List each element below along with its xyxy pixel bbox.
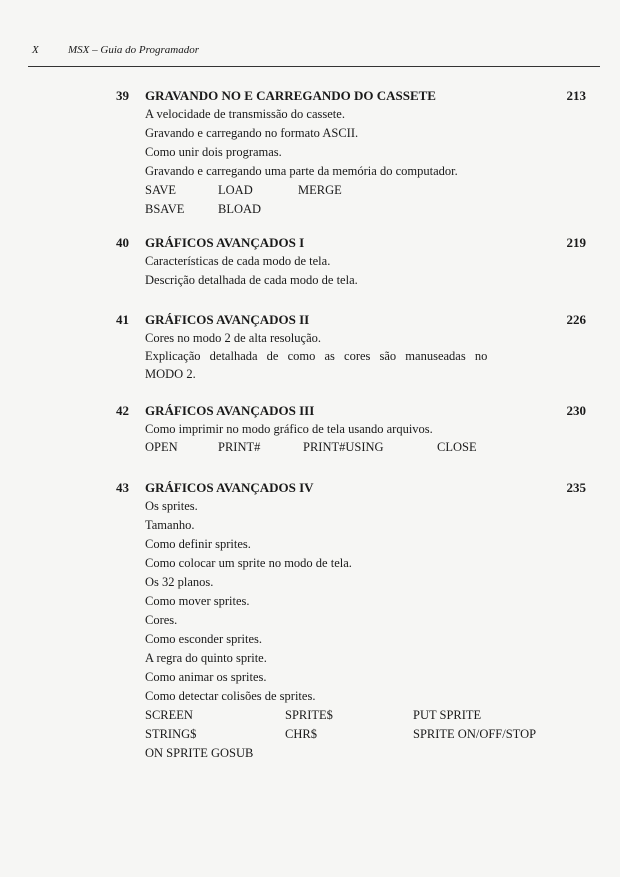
topic-line: Tamanho.: [145, 518, 195, 532]
keyword: ON SPRITE GOSUB: [145, 746, 254, 760]
header-rule: [28, 66, 600, 67]
chapter-number: 43: [116, 480, 129, 495]
topic-line: Como animar os sprites.: [145, 670, 267, 684]
keyword: BLOAD: [218, 202, 262, 216]
keyword: OPEN: [145, 440, 178, 454]
chapter-title: GRAVANDO NO E CARREGANDO DO CASSETE: [145, 88, 436, 103]
keyword: SCREEN: [145, 708, 193, 722]
topic-line: Gravando e carregando no formato ASCII.: [145, 126, 359, 140]
topic-line: Os sprites.: [145, 499, 198, 513]
chapter-page: 213: [566, 88, 586, 103]
keyword: SPRITE ON/OFF/STOP: [413, 727, 537, 741]
chapter-number: 40: [116, 235, 129, 250]
topic-line: Explicação detalhada de como as cores são manuseadas no: [145, 349, 488, 363]
chapter-title: GRÁFICOS AVANÇADOS II: [145, 312, 310, 327]
chapter-title: GRÁFICOS AVANÇADOS III: [145, 403, 315, 418]
topic-line: A regra do quinto sprite.: [145, 651, 267, 665]
topic-line: Descrição detalhada de cada modo de tela.: [145, 273, 358, 287]
topic-line: Cores.: [145, 613, 178, 627]
topic-line: Gravando e carregando uma parte da memória do computador.: [145, 164, 458, 178]
keyword: SAVE: [145, 183, 177, 197]
topic-line: MODO 2.: [145, 367, 196, 381]
keyword: BSAVE: [145, 202, 185, 216]
chapter-title: GRÁFICOS AVANÇADOS IV: [145, 480, 314, 495]
keyword: CLOSE: [437, 440, 477, 454]
chapter-page: 219: [566, 235, 586, 250]
chapter-number: 41: [116, 312, 129, 327]
chapter-number: 42: [116, 403, 129, 418]
keyword: MERGE: [298, 183, 342, 197]
chapter-page: 235: [566, 480, 586, 495]
topic-line: Como definir sprites.: [145, 537, 251, 551]
keyword: LOAD: [218, 183, 253, 197]
topic-line: Como mover sprites.: [145, 594, 250, 608]
keyword: SPRITE$: [285, 708, 333, 722]
topic-line: Como imprimir no modo gráfico de tela usando arquivos.: [145, 422, 433, 436]
keyword: PRINT#USING: [303, 440, 384, 454]
topic-line: Características de cada modo de tela.: [145, 254, 331, 268]
page-number: X: [32, 44, 39, 56]
topic-line: Como detectar colisões de sprites.: [145, 689, 316, 703]
chapter-number: 39: [116, 88, 129, 103]
topic-line: A velocidade de transmissão do cassete.: [145, 107, 345, 121]
topic-line: Cores no modo 2 de alta resolução.: [145, 331, 321, 345]
topic-line: Os 32 planos.: [145, 575, 214, 589]
topic-line: Como unir dois programas.: [145, 145, 282, 159]
keyword: CHR$: [285, 727, 317, 741]
chapter-title: GRÁFICOS AVANÇADOS I: [145, 235, 305, 250]
running-header: MSX – Guia do Programador: [68, 44, 199, 56]
keyword: PRINT#: [218, 440, 261, 454]
keyword: PUT SPRITE: [413, 708, 482, 722]
chapter-page: 226: [566, 312, 586, 327]
topic-line: Como colocar um sprite no modo de tela.: [145, 556, 352, 570]
chapter-page: 230: [566, 403, 586, 418]
topic-line: Como esconder sprites.: [145, 632, 262, 646]
keyword: STRING$: [145, 727, 197, 741]
